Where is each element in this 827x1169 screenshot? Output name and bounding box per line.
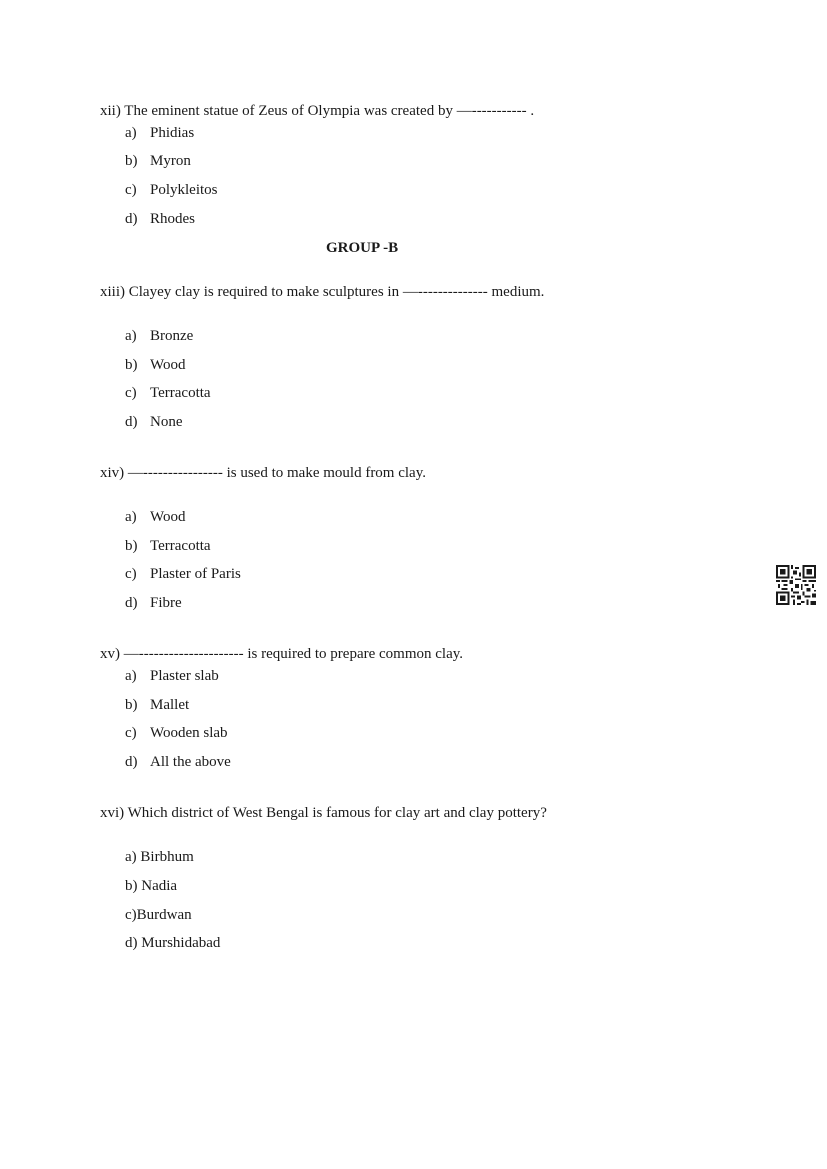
option-14-a: a) Wood (125, 509, 186, 525)
qr-code-icon (776, 565, 816, 605)
option-12-a: a) Phidias (125, 125, 195, 141)
question-15-text: xv) —--------------------- is required to prepare common clay. (100, 646, 464, 662)
option-15-a: a) Plaster slab (125, 668, 219, 684)
option-16-b: b) Nadia (125, 878, 178, 894)
option-12-c: c) Polykleitos (125, 182, 218, 198)
question-12-text: xii) The eminent statue of Zeus of Olympia was created by —----------- . (100, 103, 535, 119)
question-16-text: xvi) Which district of West Bengal is famous for clay art and clay pottery? (100, 805, 547, 821)
question-14-text: xiv) —---------------- is used to make mould from clay. (100, 465, 426, 481)
option-16-d: d) Murshidabad (125, 935, 221, 951)
question-13-text: xiii) Clayey clay is required to make sculptures in —-------------- medium. (100, 284, 545, 300)
option-13-d: d) None (125, 414, 183, 430)
option-13-b: b) Wood (125, 357, 186, 373)
option-14-b: b) Terracotta (125, 538, 211, 554)
option-12-d: d) Rhodes (125, 211, 195, 227)
option-12-b: b) Myron (125, 153, 191, 169)
option-16-a: a) Birbhum (125, 849, 194, 865)
option-14-c: c) Plaster of Paris (125, 566, 241, 582)
option-15-d: d) All the above (125, 754, 231, 770)
option-14-d: d) Fibre (125, 595, 182, 611)
option-15-b: b) Mallet (125, 697, 190, 713)
option-13-a: a) Bronze (125, 328, 194, 344)
option-13-c: c) Terracotta (125, 385, 211, 401)
option-15-c: c) Wooden slab (125, 725, 228, 741)
option-16-c: c)Burdwan (125, 907, 192, 923)
group-b-heading: GROUP -B (326, 240, 399, 256)
